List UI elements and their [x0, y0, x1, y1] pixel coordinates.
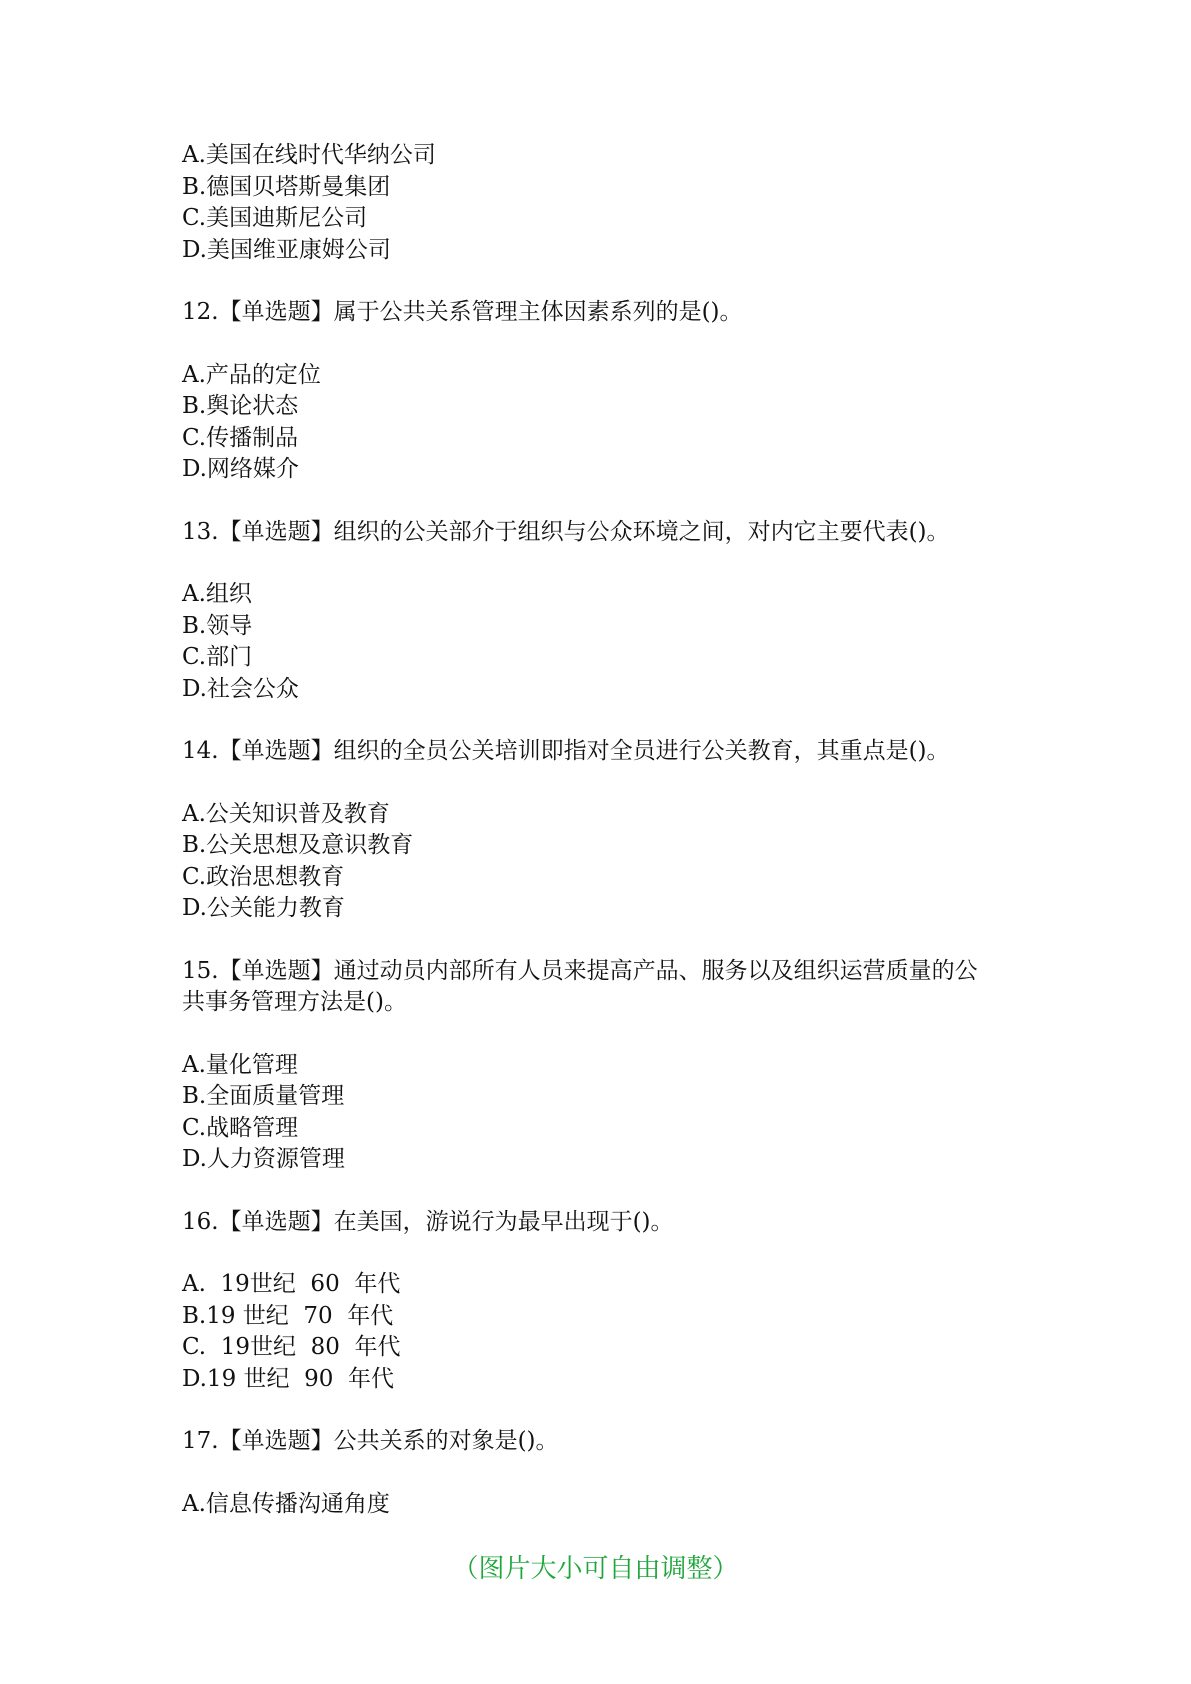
q15-option-b: B.全面质量管理	[182, 1083, 345, 1109]
spacer	[182, 1176, 1022, 1207]
q14-option-c: C.政治思想教育	[182, 863, 345, 890]
q12-option-c: C.传播制品	[182, 424, 299, 451]
q16-option-a: A. 19世纪 60 年代	[182, 1271, 401, 1297]
q13-option-c: C.部门	[182, 644, 253, 670]
q17-option-a: A.信息传播沟通角度	[182, 1490, 390, 1517]
q15-option-a: A.量化管理	[182, 1051, 298, 1078]
q11-option-b: B.德国贝塔斯曼集团	[182, 173, 391, 200]
image-resize-caption: （图片大小可自由调整）	[452, 1554, 739, 1584]
q12-option-d: D.网络媒介	[182, 456, 299, 482]
q11-option-d: D.美国维亚康姆公司	[182, 236, 391, 263]
spacer	[182, 329, 1022, 360]
q14-option-d: D.公关能力教育	[182, 895, 345, 921]
q15-question-line2: 共事务管理方法是()。	[182, 989, 407, 1015]
q15-option-c: C.战略管理	[182, 1114, 299, 1141]
q16-option-d: D.19 世纪 90 年代	[182, 1365, 395, 1392]
document-page	[182, 140, 1022, 1520]
spacer	[182, 925, 1022, 956]
q16-question: 16.【单选题】在美国，游说行为最早出现于()。	[182, 1208, 674, 1235]
q12-option-b: B.舆论状态	[182, 393, 299, 419]
q14-option-a: A.公关知识普及教育	[182, 800, 390, 827]
spacer	[182, 1458, 1022, 1489]
q17-question: 17.【单选题】公共关系的对象是()。	[182, 1428, 559, 1454]
spacer	[182, 1395, 1022, 1426]
q11-option-c: C.美国迪斯尼公司	[182, 205, 368, 231]
q12-option-a: A.产品的定位	[182, 361, 321, 388]
q16-option-b: B.19 世纪 70 年代	[182, 1302, 394, 1329]
q14-option-b: B.公关思想及意识教育	[182, 832, 414, 858]
q15-option-d: D.人力资源管理	[182, 1146, 345, 1172]
q13-option-a: A.组织	[182, 581, 252, 607]
q11-option-a: A.美国在线时代华纳公司	[182, 142, 436, 168]
spacer	[182, 705, 1022, 736]
q13-question: 13.【单选题】组织的公关部介于组织与公众环境之间，对内它主要代表()。	[182, 518, 950, 545]
q12-question: 12.【单选题】属于公共关系管理主体因素系列的是()。	[182, 299, 743, 325]
spacer	[182, 486, 1022, 517]
spacer	[182, 1019, 1022, 1050]
spacer	[182, 548, 1022, 579]
spacer	[182, 1238, 1022, 1269]
q13-option-d: D.社会公众	[182, 675, 299, 702]
spacer	[182, 266, 1022, 297]
q13-option-b: B.领导	[182, 612, 253, 639]
spacer	[182, 768, 1022, 799]
q16-option-c: C. 19世纪 80 年代	[182, 1334, 401, 1360]
q14-question: 14.【单选题】组织的全员公关培训即指对全员进行公关教育，其重点是()。	[182, 738, 950, 764]
q15-question-line1: 15.【单选题】通过动员内部所有人员来提高产品、服务以及组织运营质量的公	[182, 957, 978, 984]
